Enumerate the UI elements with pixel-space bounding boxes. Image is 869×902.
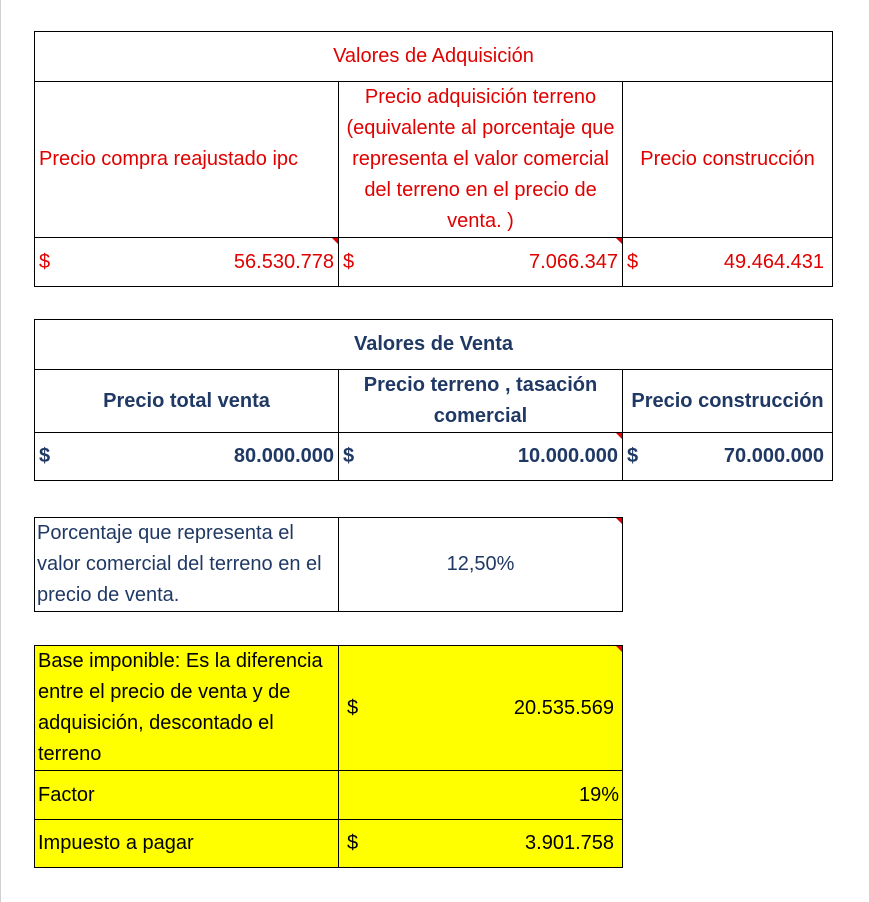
cell-precio-compra[interactable] (35, 238, 339, 287)
factor-label: Factor (35, 771, 339, 820)
header-precio-adquisicion-terreno: Precio adquisición terreno (equivalente al porcentaje que representa el valor comercial del terreno en el precio de venta. ) (339, 82, 623, 238)
comment-indicator[interactable] (616, 646, 622, 652)
value-precio-construccion: 49.464.431 (723, 250, 825, 273)
value-precio-total-venta: 80.000.000 (233, 445, 334, 467)
cell-base-imponible[interactable] (339, 646, 623, 771)
cell-precio-total-venta[interactable] (35, 433, 339, 481)
currency-symbol: $ (347, 832, 359, 854)
comment-indicator[interactable] (616, 518, 622, 524)
porcentaje-table (34, 517, 623, 612)
cell-precio-terreno-venta[interactable] (339, 433, 623, 481)
header-precio-construccion-venta: Precio construcción (623, 370, 833, 433)
currency-symbol: $ (343, 445, 355, 467)
header-precio-total-venta: Precio total venta (35, 370, 339, 433)
porcentaje-value: 12,50% (446, 553, 515, 575)
impuesto-pagar-label: Impuesto a pagar (35, 820, 339, 868)
currency-symbol: $ (627, 250, 639, 273)
adquisicion-table (34, 31, 833, 287)
currency-symbol: $ (39, 445, 51, 467)
comment-indicator[interactable] (616, 238, 622, 244)
impuesto-pagar-value: 3.901.758 (525, 832, 614, 854)
currency-symbol: $ (343, 250, 355, 273)
left-edge-line (0, 0, 1, 902)
cell-precio-construccion[interactable] (623, 238, 833, 287)
currency-symbol: $ (627, 445, 639, 467)
header-precio-construccion: Precio construcción (623, 82, 833, 238)
adquisicion-title: Valores de Adquisición (35, 32, 833, 82)
comment-indicator[interactable] (616, 433, 622, 439)
value-precio-terreno-venta: 10.000.000 (517, 445, 618, 467)
cell-impuesto-pagar[interactable] (339, 820, 623, 868)
cell-precio-terreno[interactable] (339, 238, 623, 287)
impuesto-table (34, 645, 623, 868)
value-precio-compra: 56.530.778 (233, 250, 334, 273)
venta-table (34, 319, 833, 481)
factor-value[interactable]: 19% (339, 771, 623, 820)
header-precio-terreno-tasacion: Precio terreno , tasación comercial (339, 370, 623, 433)
venta-title: Valores de Venta (35, 320, 833, 370)
value-precio-construccion-venta: 70.000.000 (723, 445, 825, 467)
value-precio-terreno: 7.066.347 (529, 250, 618, 273)
currency-symbol: $ (39, 250, 51, 273)
comment-indicator[interactable] (332, 238, 338, 244)
base-imponible-value: 20.535.569 (513, 696, 614, 719)
cell-precio-construccion-venta[interactable] (623, 433, 833, 481)
base-imponible-label: Base imponible: Es la diferencia entre el precio de venta y de adquisición, descontado el terreno (35, 646, 339, 771)
cell-porcentaje[interactable] (339, 518, 623, 612)
porcentaje-label: Porcentaje que representa el valor comercial del terreno en el precio de venta. (35, 518, 339, 612)
currency-symbol: $ (347, 696, 359, 719)
header-precio-compra: Precio compra reajustado ipc (35, 82, 339, 238)
